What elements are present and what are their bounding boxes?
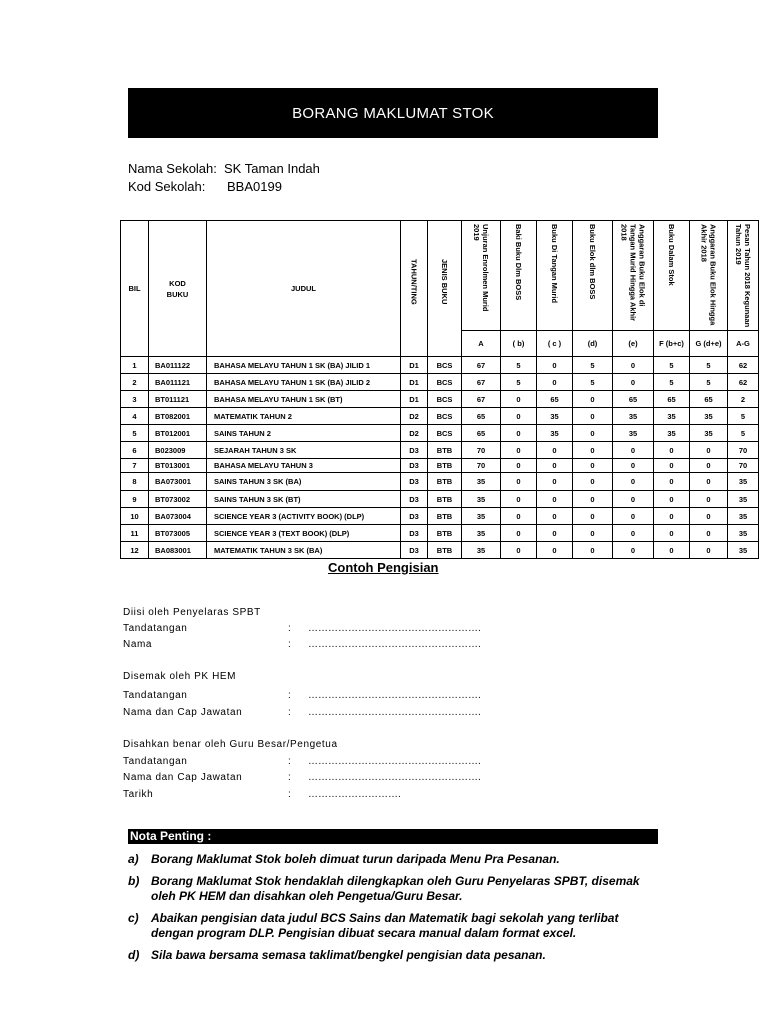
cell-value: 5 [654,374,690,391]
cell-value: BCS [428,374,462,391]
cell-kod: BA073001 [149,473,207,491]
cell-value: 5 [690,357,728,374]
cell-kod: BT013001 [149,459,207,473]
sig1-tandatangan-line: Tandatangan : ……………………………………………. [123,623,481,634]
cell-judul: BAHASA MELAYU TAHUN 1 SK (BA) JILID 2 [207,374,401,391]
cell-value: 0 [690,491,728,508]
cell-value: 35 [728,525,759,542]
cell-bil: 2 [121,374,149,391]
cell-value: 0 [573,508,613,525]
cell-value: 35 [462,525,501,542]
header-pesan-tahun: Pesan Tahun 2018 Kegunaan Tahun 2019 [728,221,759,331]
cell-value: 0 [573,473,613,491]
cell-value: D2 [401,408,428,425]
cell-value: 0 [501,442,537,459]
cell-bil: 9 [121,491,149,508]
nota-item-marker: a) [128,852,139,866]
cell-bil: 5 [121,425,149,442]
table-row [121,491,759,508]
cell-bil: 1 [121,357,149,374]
cell-value: 0 [654,542,690,559]
cell-value: 0 [690,508,728,525]
cell-value: 70 [462,442,501,459]
header-kod-buku: KOD BUKU [149,221,207,357]
sig3-nama-cap-line: Nama dan Cap Jawatan : ……………………………………………. [123,772,481,783]
subheader-3: (d) [573,331,613,357]
cell-bil: 6 [121,442,149,459]
stock-table [120,220,759,559]
cell-value: 0 [501,491,537,508]
sig-section-1-title: Diisi oleh Penyelaras SPBT [123,607,261,618]
example-caption: Contoh Pengisian [328,560,439,575]
cell-value: 0 [501,391,537,408]
nota-item [128,874,658,904]
nota-item-marker: c) [128,911,139,925]
cell-value: 67 [462,374,501,391]
cell-value: 0 [573,459,613,473]
cell-value: D1 [401,391,428,408]
cell-value: 35 [654,408,690,425]
sig3-tarikh-line: Tarikh : ………………………. [123,789,401,800]
cell-value: 0 [690,473,728,491]
cell-value: 35 [654,425,690,442]
cell-value: 35 [537,408,573,425]
cell-value: D3 [401,508,428,525]
cell-value: 67 [462,357,501,374]
cell-value: 35 [537,425,573,442]
table-row [121,473,759,491]
table-row [121,408,759,425]
cell-value: 5 [654,357,690,374]
sig2-tandatangan-line: Tandatangan : ……………………………………………. [123,690,481,701]
cell-value: 65 [462,425,501,442]
sig-section-2-title: Disemak oleh PK HEM [123,671,237,682]
cell-kod: BA083001 [149,542,207,559]
header-buku-dalam-stok: Buku Dalam Stok [654,221,690,331]
sig2-nama-cap-line: Nama dan Cap Jawatan : ……………………………………………. [123,707,481,718]
table-row [121,374,759,391]
cell-value: 0 [573,442,613,459]
cell-bil: 3 [121,391,149,408]
nota-list [128,852,658,970]
cell-value: 0 [573,525,613,542]
cell-kod: B023009 [149,442,207,459]
cell-judul: SAINS TAHUN 3 SK (BA) [207,473,401,491]
cell-value: D3 [401,473,428,491]
cell-value: 0 [537,508,573,525]
cell-value: 35 [728,508,759,525]
cell-value: D3 [401,442,428,459]
cell-value: 0 [613,491,654,508]
school-info [128,160,320,196]
cell-value: 70 [728,459,759,473]
cell-value: D3 [401,491,428,508]
cell-value: 67 [462,391,501,408]
cell-bil: 12 [121,542,149,559]
cell-value: 0 [501,525,537,542]
school-code-value: BBA0199 [227,179,282,194]
cell-value: 70 [462,459,501,473]
cell-value: 0 [537,491,573,508]
header-judul: JUDUL [207,221,401,357]
table-row [121,542,759,559]
cell-value: 0 [654,473,690,491]
cell-value: 0 [654,508,690,525]
cell-judul: BAHASA MELAYU TAHUN 1 SK (BA) JILID 1 [207,357,401,374]
table-row [121,508,759,525]
subheader-2: ( c ) [537,331,573,357]
header-baki-buku: Baki Buku Dlm BOSS [501,221,537,331]
cell-value: 0 [613,357,654,374]
cell-value: BCS [428,357,462,374]
cell-bil: 4 [121,408,149,425]
cell-value: BCS [428,391,462,408]
header-buku-elok-boss: Buku Elok dlm BOSS [573,221,613,331]
cell-value: 62 [728,374,759,391]
cell-value: 35 [462,508,501,525]
subheader-5: F (b+c) [654,331,690,357]
table-row [121,525,759,542]
nota-item-text: Borang Maklumat Stok boleh dimuat turun daripada Menu Pra Pesanan. [151,852,560,866]
cell-kod: BT073005 [149,525,207,542]
table-row [121,442,759,459]
header-anggaran-akhir: Anggaran Buku Elok Hingga Akhir 2018 [690,221,728,331]
cell-kod: BA011121 [149,374,207,391]
nota-item-text: Abaikan pengisian data judul BCS Sains dan Matematik bagi sekolah yang terlibat dengan program DLP. Pengisian dibuat secara manual dalam format excel. [151,911,619,940]
table-row [121,391,759,408]
cell-value: 5 [501,357,537,374]
cell-value: 0 [613,459,654,473]
cell-value: 35 [613,425,654,442]
form-title: BORANG MAKLUMAT STOK [128,88,658,138]
cell-value: 0 [537,357,573,374]
cell-kod: BT011121 [149,391,207,408]
cell-value: BTB [428,508,462,525]
cell-value: 35 [728,542,759,559]
header-jenis-buku: JENIS BUKU [428,221,462,357]
cell-value: 0 [573,408,613,425]
cell-value: 70 [728,442,759,459]
cell-value: 65 [690,391,728,408]
cell-value: 5 [501,374,537,391]
cell-value: BCS [428,425,462,442]
cell-value: 0 [573,491,613,508]
subheader-6: G (d+e) [690,331,728,357]
nota-title: Nota Penting : [128,829,658,844]
cell-value: D1 [401,374,428,391]
cell-value: BTB [428,491,462,508]
table-row [121,357,759,374]
school-name-label: Nama Sekolah: [128,161,217,176]
sig-section-3-title: Disahkan benar oleh Guru Besar/Pengetua [123,739,338,750]
header-bil: BIL [121,221,149,357]
cell-value: 0 [501,408,537,425]
cell-value: 5 [573,374,613,391]
table-row [121,425,759,442]
sig3-tandatangan-line: Tandatangan : ……………………………………………. [123,756,481,767]
school-code-label: Kod Sekolah: [128,179,206,194]
cell-value: 65 [537,391,573,408]
cell-value: D2 [401,425,428,442]
cell-kod: BT082001 [149,408,207,425]
cell-value: 0 [613,542,654,559]
cell-value: 0 [537,542,573,559]
cell-kod: BA011122 [149,357,207,374]
cell-value: 0 [654,442,690,459]
cell-value: 5 [573,357,613,374]
nota-item [128,852,658,867]
cell-judul: BAHASA MELAYU TAHUN 3 [207,459,401,473]
cell-value: 5 [690,374,728,391]
cell-bil: 8 [121,473,149,491]
cell-judul: MATEMATIK TAHUN 3 SK (BA) [207,542,401,559]
header-anggaran-tangan-murid: Anggaran Buku Elok di Tangan Murid Hingga Akhir 2018 [613,221,654,331]
table-row [121,459,759,473]
header-tahun-ting: TAHUN/TING [401,221,428,357]
school-name-value: SK Taman Indah [224,161,320,176]
cell-value: 0 [501,473,537,491]
cell-value: 0 [690,525,728,542]
cell-bil: 11 [121,525,149,542]
cell-value: 0 [537,459,573,473]
cell-value: 5 [728,408,759,425]
cell-value: 5 [728,425,759,442]
cell-value: 0 [537,525,573,542]
nota-item-marker: d) [128,948,140,962]
cell-bil: 7 [121,459,149,473]
subheader-1: ( b) [501,331,537,357]
cell-judul: MATEMATIK TAHUN 2 [207,408,401,425]
cell-value: 35 [462,542,501,559]
cell-value: 0 [613,473,654,491]
cell-value: 35 [462,473,501,491]
cell-value: 0 [613,508,654,525]
cell-value: 0 [613,442,654,459]
cell-value: BTB [428,442,462,459]
cell-value: BTB [428,542,462,559]
cell-value: 65 [462,408,501,425]
cell-value: D3 [401,542,428,559]
cell-value: 35 [690,408,728,425]
cell-value: 0 [573,425,613,442]
nota-item [128,911,658,941]
cell-value: 0 [537,442,573,459]
cell-value: 65 [613,391,654,408]
cell-value: 0 [573,391,613,408]
cell-kod: BT073002 [149,491,207,508]
cell-value: 0 [537,473,573,491]
cell-value: 0 [501,459,537,473]
cell-judul: BAHASA MELAYU TAHUN 1 SK (BT) [207,391,401,408]
cell-value: 2 [728,391,759,408]
subheader-0: A [462,331,501,357]
subheader-7: A-G [728,331,759,357]
cell-judul: SAINS TAHUN 2 [207,425,401,442]
cell-kod: BA073004 [149,508,207,525]
cell-value: D3 [401,459,428,473]
cell-value: 0 [537,374,573,391]
cell-value: 0 [573,542,613,559]
cell-value: BTB [428,473,462,491]
cell-value: 0 [690,542,728,559]
cell-value: 0 [501,508,537,525]
cell-value: BCS [428,408,462,425]
nota-item-text: Borang Maklumat Stok hendaklah dilengkapkan oleh Guru Penyelaras SPBT, disemak oleh PK HEM dan disahkan oleh Pengetua/Guru Besar. [151,874,640,903]
sig1-nama-line: Nama : ……………………………………………. [123,639,481,650]
cell-value: 0 [613,374,654,391]
nota-item-text: Sila bawa bersama semasa taklimat/bengkel pengisian data pesanan. [151,948,546,962]
cell-judul: SCIENCE YEAR 3 (ACTIVITY BOOK) (DLP) [207,508,401,525]
cell-value: D1 [401,357,428,374]
cell-value: 0 [690,459,728,473]
cell-value: 35 [613,408,654,425]
cell-value: BTB [428,459,462,473]
cell-value: 35 [728,491,759,508]
header-unjuran-enrolmen: Unjuran Enrolmen Murid 2019 [462,221,501,331]
cell-value: 0 [613,525,654,542]
cell-judul: SEJARAH TAHUN 3 SK [207,442,401,459]
cell-value: 0 [654,459,690,473]
cell-value: 0 [690,442,728,459]
cell-value: BTB [428,525,462,542]
cell-value: 35 [690,425,728,442]
cell-value: D3 [401,525,428,542]
nota-item [128,948,658,963]
cell-value: 62 [728,357,759,374]
cell-kod: BT012001 [149,425,207,442]
cell-judul: SAINS TAHUN 3 SK (BT) [207,491,401,508]
cell-value: 0 [501,425,537,442]
cell-value: 35 [728,473,759,491]
cell-judul: SCIENCE YEAR 3 (TEXT BOOK) (DLP) [207,525,401,542]
cell-bil: 10 [121,508,149,525]
subheader-4: (e) [613,331,654,357]
nota-item-marker: b) [128,874,140,888]
cell-value: 0 [501,542,537,559]
cell-value: 65 [654,391,690,408]
header-buku-tangan-murid: Buku Di Tangan Murid [537,221,573,331]
cell-value: 0 [654,491,690,508]
cell-value: 0 [654,525,690,542]
cell-value: 35 [462,491,501,508]
